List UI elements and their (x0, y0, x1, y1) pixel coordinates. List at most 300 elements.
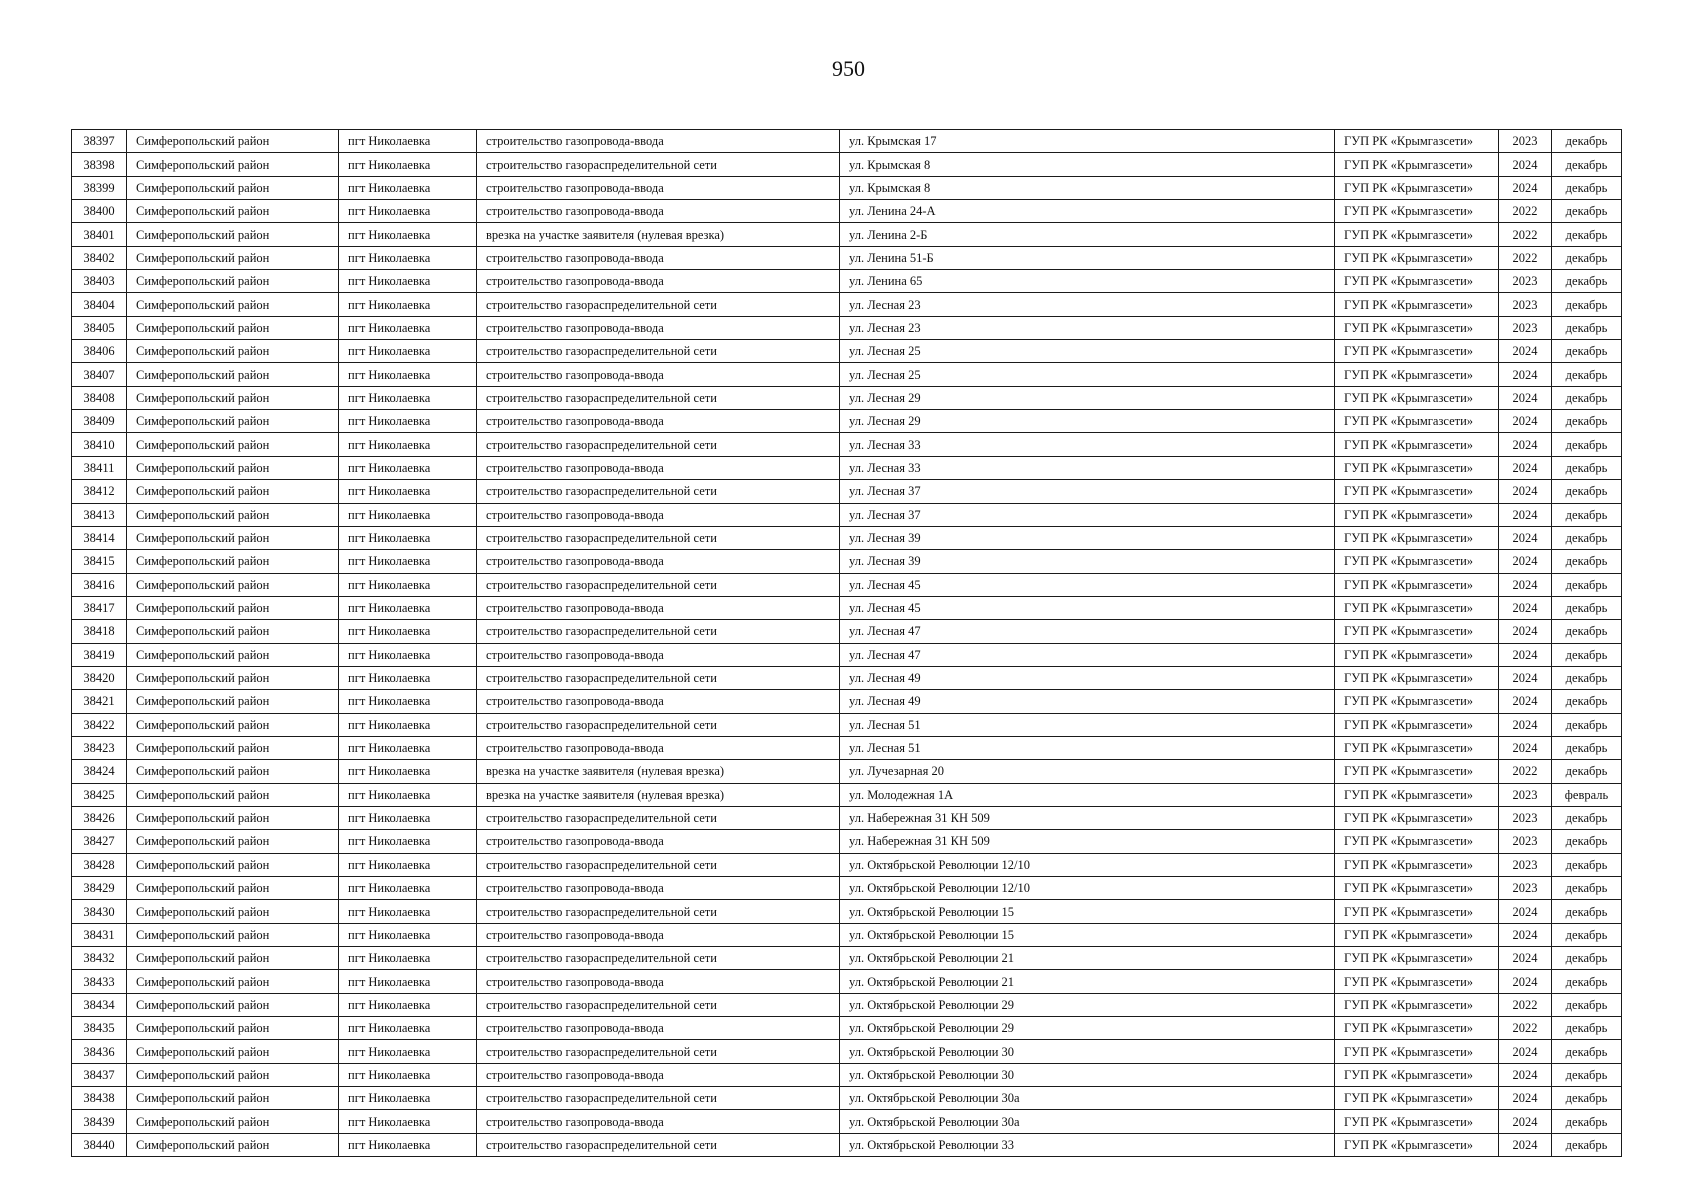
settlement-cell: пгт Николаевка (339, 410, 477, 433)
table-row (72, 947, 1622, 970)
month-cell: декабрь (1552, 293, 1622, 316)
address-cell: ул. Лесная 39 (840, 550, 1335, 573)
district-cell: Симферопольский район (127, 666, 339, 689)
settlement-cell: пгт Николаевка (339, 596, 477, 619)
address-cell: ул. Лесная 47 (840, 620, 1335, 643)
work-type-cell: строительство газораспределительной сети (477, 1133, 840, 1156)
month-cell: декабрь (1552, 223, 1622, 246)
district-cell: Симферопольский район (127, 1133, 339, 1156)
table-row (72, 1040, 1622, 1063)
settlement-cell: пгт Николаевка (339, 923, 477, 946)
organization-cell: ГУП РК «Крымгазсети» (1335, 690, 1499, 713)
district-cell: Симферопольский район (127, 153, 339, 176)
settlement-cell: пгт Николаевка (339, 806, 477, 829)
month-cell: декабрь (1552, 877, 1622, 900)
address-cell: ул. Крымская 8 (840, 153, 1335, 176)
month-cell: декабрь (1552, 970, 1622, 993)
work-type-cell: строительство газораспределительной сети (477, 900, 840, 923)
row-number-cell: 38407 (72, 363, 127, 386)
table-row (72, 153, 1622, 176)
organization-cell: ГУП РК «Крымгазсети» (1335, 433, 1499, 456)
work-type-cell: строительство газораспределительной сети (477, 573, 840, 596)
address-cell: ул. Октябрьской Революции 29 (840, 993, 1335, 1016)
settlement-cell: пгт Николаевка (339, 970, 477, 993)
year-cell: 2024 (1499, 713, 1552, 736)
month-cell: декабрь (1552, 713, 1622, 736)
year-cell: 2023 (1499, 830, 1552, 853)
row-number-cell: 38397 (72, 130, 127, 153)
organization-cell: ГУП РК «Крымгазсети» (1335, 573, 1499, 596)
year-cell: 2022 (1499, 1017, 1552, 1040)
settlement-cell: пгт Николаевка (339, 1110, 477, 1133)
work-type-cell: строительство газопровода-ввода (477, 643, 840, 666)
table-row (72, 1133, 1622, 1156)
district-cell: Симферопольский район (127, 690, 339, 713)
address-cell: ул. Крымская 17 (840, 130, 1335, 153)
address-cell: ул. Октябрьской Революции 30 (840, 1063, 1335, 1086)
organization-cell: ГУП РК «Крымгазсети» (1335, 877, 1499, 900)
year-cell: 2024 (1499, 363, 1552, 386)
settlement-cell: пгт Николаевка (339, 666, 477, 689)
year-cell: 2024 (1499, 433, 1552, 456)
month-cell: декабрь (1552, 760, 1622, 783)
work-type-cell: строительство газораспределительной сети (477, 993, 840, 1016)
settlement-cell: пгт Николаевка (339, 760, 477, 783)
table-row (72, 923, 1622, 946)
settlement-cell: пгт Николаевка (339, 620, 477, 643)
settlement-cell: пгт Николаевка (339, 363, 477, 386)
row-number-cell: 38420 (72, 666, 127, 689)
table-row (72, 573, 1622, 596)
year-cell: 2024 (1499, 550, 1552, 573)
month-cell: декабрь (1552, 736, 1622, 759)
work-type-cell: строительство газораспределительной сети (477, 806, 840, 829)
settlement-cell: пгт Николаевка (339, 456, 477, 479)
table-row (72, 900, 1622, 923)
year-cell: 2023 (1499, 877, 1552, 900)
organization-cell: ГУП РК «Крымгазсети» (1335, 503, 1499, 526)
district-cell: Симферопольский район (127, 853, 339, 876)
year-cell: 2024 (1499, 736, 1552, 759)
district-cell: Симферопольский район (127, 480, 339, 503)
address-cell: ул. Лесная 37 (840, 503, 1335, 526)
table-row (72, 596, 1622, 619)
organization-cell: ГУП РК «Крымгазсети» (1335, 993, 1499, 1016)
year-cell: 2024 (1499, 503, 1552, 526)
district-cell: Симферопольский район (127, 526, 339, 549)
table-row (72, 1087, 1622, 1110)
year-cell: 2024 (1499, 596, 1552, 619)
year-cell: 2023 (1499, 130, 1552, 153)
organization-cell: ГУП РК «Крымгазсети» (1335, 970, 1499, 993)
work-type-cell: строительство газопровода-ввода (477, 410, 840, 433)
row-number-cell: 38403 (72, 270, 127, 293)
organization-cell: ГУП РК «Крымгазсети» (1335, 713, 1499, 736)
year-cell: 2023 (1499, 806, 1552, 829)
address-cell: ул. Октябрьской Революции 12/10 (840, 877, 1335, 900)
work-type-cell: строительство газораспределительной сети (477, 153, 840, 176)
table-row (72, 456, 1622, 479)
month-cell: декабрь (1552, 526, 1622, 549)
settlement-cell: пгт Николаевка (339, 690, 477, 713)
year-cell: 2024 (1499, 690, 1552, 713)
address-cell: ул. Октябрьской Революции 29 (840, 1017, 1335, 1040)
district-cell: Симферопольский район (127, 363, 339, 386)
month-cell: декабрь (1552, 620, 1622, 643)
district-cell: Симферопольский район (127, 736, 339, 759)
address-cell: ул. Ленина 51-Б (840, 246, 1335, 269)
year-cell: 2024 (1499, 573, 1552, 596)
settlement-cell: пгт Николаевка (339, 853, 477, 876)
district-cell: Симферопольский район (127, 713, 339, 736)
row-number-cell: 38416 (72, 573, 127, 596)
district-cell: Симферопольский район (127, 923, 339, 946)
row-number-cell: 38434 (72, 993, 127, 1016)
month-cell: декабрь (1552, 1133, 1622, 1156)
month-cell: декабрь (1552, 433, 1622, 456)
month-cell: декабрь (1552, 900, 1622, 923)
address-cell: ул. Лесная 45 (840, 573, 1335, 596)
year-cell: 2023 (1499, 316, 1552, 339)
row-number-cell: 38409 (72, 410, 127, 433)
table-row (72, 503, 1622, 526)
work-type-cell: строительство газопровода-ввода (477, 877, 840, 900)
year-cell: 2024 (1499, 386, 1552, 409)
row-number-cell: 38413 (72, 503, 127, 526)
work-type-cell: строительство газопровода-ввода (477, 130, 840, 153)
organization-cell: ГУП РК «Крымгазсети» (1335, 130, 1499, 153)
month-cell: декабрь (1552, 363, 1622, 386)
year-cell: 2024 (1499, 620, 1552, 643)
settlement-cell: пгт Николаевка (339, 480, 477, 503)
table-row (72, 433, 1622, 456)
settlement-cell: пгт Николаевка (339, 643, 477, 666)
organization-cell: ГУП РК «Крымгазсети» (1335, 410, 1499, 433)
row-number-cell: 38415 (72, 550, 127, 573)
row-number-cell: 38438 (72, 1087, 127, 1110)
organization-cell: ГУП РК «Крымгазсети» (1335, 1063, 1499, 1086)
table-row (72, 970, 1622, 993)
district-cell: Симферопольский район (127, 503, 339, 526)
table-row (72, 736, 1622, 759)
work-type-cell: строительство газораспределительной сети (477, 340, 840, 363)
organization-cell: ГУП РК «Крымгазсети» (1335, 316, 1499, 339)
settlement-cell: пгт Николаевка (339, 386, 477, 409)
month-cell: декабрь (1552, 1063, 1622, 1086)
settlement-cell: пгт Николаевка (339, 993, 477, 1016)
table-row (72, 223, 1622, 246)
row-number-cell: 38402 (72, 246, 127, 269)
address-cell: ул. Лесная 29 (840, 410, 1335, 433)
table-row (72, 480, 1622, 503)
month-cell: декабрь (1552, 270, 1622, 293)
table-row (72, 830, 1622, 853)
year-cell: 2022 (1499, 223, 1552, 246)
table-row (72, 666, 1622, 689)
table-row (72, 643, 1622, 666)
address-cell: ул. Лесная 23 (840, 316, 1335, 339)
district-cell: Симферопольский район (127, 340, 339, 363)
year-cell: 2024 (1499, 643, 1552, 666)
work-type-cell: строительство газопровода-ввода (477, 923, 840, 946)
month-cell: декабрь (1552, 1110, 1622, 1133)
settlement-cell: пгт Николаевка (339, 153, 477, 176)
month-cell: декабрь (1552, 456, 1622, 479)
month-cell: декабрь (1552, 993, 1622, 1016)
address-cell: ул. Октябрьской Революции 33 (840, 1133, 1335, 1156)
month-cell: декабрь (1552, 1087, 1622, 1110)
row-number-cell: 38427 (72, 830, 127, 853)
address-cell: ул. Ленина 65 (840, 270, 1335, 293)
settlement-cell: пгт Николаевка (339, 550, 477, 573)
table-row (72, 176, 1622, 199)
table-row (72, 386, 1622, 409)
district-cell: Симферопольский район (127, 550, 339, 573)
work-type-cell: врезка на участке заявителя (нулевая врезка) (477, 783, 840, 806)
row-number-cell: 38439 (72, 1110, 127, 1133)
month-cell: декабрь (1552, 153, 1622, 176)
address-cell: ул. Лесная 23 (840, 293, 1335, 316)
year-cell: 2024 (1499, 923, 1552, 946)
work-type-cell: строительство газораспределительной сети (477, 526, 840, 549)
work-type-cell: строительство газораспределительной сети (477, 1040, 840, 1063)
row-number-cell: 38411 (72, 456, 127, 479)
work-type-cell: строительство газопровода-ввода (477, 503, 840, 526)
row-number-cell: 38404 (72, 293, 127, 316)
district-cell: Симферопольский район (127, 223, 339, 246)
organization-cell: ГУП РК «Крымгазсети» (1335, 270, 1499, 293)
work-type-cell: строительство газораспределительной сети (477, 293, 840, 316)
row-number-cell: 38412 (72, 480, 127, 503)
table-row (72, 410, 1622, 433)
address-cell: ул. Набережная 31 КН 509 (840, 806, 1335, 829)
address-cell: ул. Лесная 33 (840, 433, 1335, 456)
year-cell: 2022 (1499, 200, 1552, 223)
row-number-cell: 38430 (72, 900, 127, 923)
year-cell: 2024 (1499, 1133, 1552, 1156)
table-row (72, 363, 1622, 386)
month-cell: декабрь (1552, 806, 1622, 829)
table-row (72, 620, 1622, 643)
row-number-cell: 38440 (72, 1133, 127, 1156)
work-type-cell: строительство газораспределительной сети (477, 620, 840, 643)
month-cell: декабрь (1552, 853, 1622, 876)
organization-cell: ГУП РК «Крымгазсети» (1335, 340, 1499, 363)
table-row (72, 270, 1622, 293)
address-cell: ул. Лесная 37 (840, 480, 1335, 503)
address-cell: ул. Октябрьской Революции 30а (840, 1087, 1335, 1110)
month-cell: декабрь (1552, 573, 1622, 596)
organization-cell: ГУП РК «Крымгазсети» (1335, 947, 1499, 970)
work-type-cell: строительство газопровода-ввода (477, 970, 840, 993)
year-cell: 2024 (1499, 526, 1552, 549)
work-type-cell: строительство газораспределительной сети (477, 433, 840, 456)
district-cell: Симферопольский район (127, 410, 339, 433)
work-type-cell: строительство газораспределительной сети (477, 947, 840, 970)
year-cell: 2024 (1499, 970, 1552, 993)
work-type-cell: строительство газопровода-ввода (477, 200, 840, 223)
settlement-cell: пгт Николаевка (339, 340, 477, 363)
month-cell: декабрь (1552, 200, 1622, 223)
year-cell: 2024 (1499, 410, 1552, 433)
month-cell: декабрь (1552, 176, 1622, 199)
table-row (72, 806, 1622, 829)
settlement-cell: пгт Николаевка (339, 713, 477, 736)
address-cell: ул. Лесная 49 (840, 690, 1335, 713)
year-cell: 2024 (1499, 176, 1552, 199)
work-type-cell: строительство газопровода-ввода (477, 363, 840, 386)
table-row (72, 1063, 1622, 1086)
year-cell: 2024 (1499, 900, 1552, 923)
settlement-cell: пгт Николаевка (339, 830, 477, 853)
address-cell: ул. Ленина 24-А (840, 200, 1335, 223)
organization-cell: ГУП РК «Крымгазсети» (1335, 200, 1499, 223)
settlement-cell: пгт Николаевка (339, 130, 477, 153)
organization-cell: ГУП РК «Крымгазсети» (1335, 293, 1499, 316)
organization-cell: ГУП РК «Крымгазсети» (1335, 223, 1499, 246)
month-cell: декабрь (1552, 480, 1622, 503)
month-cell: февраль (1552, 783, 1622, 806)
district-cell: Симферопольский район (127, 456, 339, 479)
address-cell: ул. Октябрьской Революции 30а (840, 1110, 1335, 1133)
row-number-cell: 38435 (72, 1017, 127, 1040)
work-type-cell: строительство газораспределительной сети (477, 1087, 840, 1110)
row-number-cell: 38410 (72, 433, 127, 456)
year-cell: 2022 (1499, 993, 1552, 1016)
row-number-cell: 38417 (72, 596, 127, 619)
work-type-cell: строительство газораспределительной сети (477, 386, 840, 409)
page-number: 950 (832, 56, 865, 81)
row-number-cell: 38414 (72, 526, 127, 549)
district-cell: Симферопольский район (127, 386, 339, 409)
year-cell: 2024 (1499, 1087, 1552, 1110)
organization-cell: ГУП РК «Крымгазсети» (1335, 550, 1499, 573)
row-number-cell: 38418 (72, 620, 127, 643)
month-cell: декабрь (1552, 643, 1622, 666)
year-cell: 2023 (1499, 270, 1552, 293)
address-cell: ул. Октябрьской Революции 30 (840, 1040, 1335, 1063)
organization-cell: ГУП РК «Крымгазсети» (1335, 526, 1499, 549)
organization-cell: ГУП РК «Крымгазсети» (1335, 386, 1499, 409)
address-cell: ул. Лесная 51 (840, 736, 1335, 759)
address-cell: ул. Лесная 51 (840, 713, 1335, 736)
month-cell: декабрь (1552, 1040, 1622, 1063)
district-cell: Симферопольский район (127, 200, 339, 223)
year-cell: 2024 (1499, 340, 1552, 363)
table-row (72, 340, 1622, 363)
table-row (72, 760, 1622, 783)
row-number-cell: 38406 (72, 340, 127, 363)
district-cell: Симферопольский район (127, 1017, 339, 1040)
year-cell: 2024 (1499, 153, 1552, 176)
month-cell: декабрь (1552, 947, 1622, 970)
district-cell: Симферопольский район (127, 293, 339, 316)
year-cell: 2024 (1499, 1063, 1552, 1086)
month-cell: декабрь (1552, 830, 1622, 853)
table-row (72, 993, 1622, 1016)
settlement-cell: пгт Николаевка (339, 270, 477, 293)
table-row (72, 713, 1622, 736)
month-cell: декабрь (1552, 596, 1622, 619)
organization-cell: ГУП РК «Крымгазсети» (1335, 853, 1499, 876)
month-cell: декабрь (1552, 130, 1622, 153)
organization-cell: ГУП РК «Крымгазсети» (1335, 1133, 1499, 1156)
table-row (72, 293, 1622, 316)
settlement-cell: пгт Николаевка (339, 293, 477, 316)
work-type-cell: строительство газораспределительной сети (477, 480, 840, 503)
district-cell: Симферопольский район (127, 760, 339, 783)
month-cell: декабрь (1552, 386, 1622, 409)
year-cell: 2023 (1499, 853, 1552, 876)
district-cell: Симферопольский район (127, 573, 339, 596)
table-row (72, 853, 1622, 876)
district-cell: Симферопольский район (127, 620, 339, 643)
settlement-cell: пгт Николаевка (339, 1017, 477, 1040)
address-cell: ул. Лесная 45 (840, 596, 1335, 619)
organization-cell: ГУП РК «Крымгазсети» (1335, 480, 1499, 503)
district-cell: Симферопольский район (127, 830, 339, 853)
row-number-cell: 38405 (72, 316, 127, 339)
organization-cell: ГУП РК «Крымгазсети» (1335, 736, 1499, 759)
year-cell: 2024 (1499, 480, 1552, 503)
row-number-cell: 38425 (72, 783, 127, 806)
table-row (72, 526, 1622, 549)
row-number-cell: 38432 (72, 947, 127, 970)
district-cell: Симферопольский район (127, 130, 339, 153)
organization-cell: ГУП РК «Крымгазсети» (1335, 620, 1499, 643)
row-number-cell: 38399 (72, 176, 127, 199)
work-type-cell: строительство газораспределительной сети (477, 853, 840, 876)
organization-cell: ГУП РК «Крымгазсети» (1335, 153, 1499, 176)
district-cell: Симферопольский район (127, 1110, 339, 1133)
settlement-cell: пгт Николаевка (339, 433, 477, 456)
table-row (72, 783, 1622, 806)
row-number-cell: 38431 (72, 923, 127, 946)
work-type-cell: строительство газопровода-ввода (477, 1063, 840, 1086)
table-row (72, 690, 1622, 713)
organization-cell: ГУП РК «Крымгазсети» (1335, 1110, 1499, 1133)
row-number-cell: 38400 (72, 200, 127, 223)
year-cell: 2024 (1499, 456, 1552, 479)
settlement-cell: пгт Николаевка (339, 783, 477, 806)
settlement-cell: пгт Николаевка (339, 1133, 477, 1156)
district-cell: Симферопольский район (127, 270, 339, 293)
address-cell: ул. Лесная 29 (840, 386, 1335, 409)
month-cell: декабрь (1552, 503, 1622, 526)
district-cell: Симферопольский район (127, 877, 339, 900)
organization-cell: ГУП РК «Крымгазсети» (1335, 176, 1499, 199)
work-type-cell: строительство газопровода-ввода (477, 270, 840, 293)
month-cell: декабрь (1552, 1017, 1622, 1040)
year-cell: 2024 (1499, 1110, 1552, 1133)
district-cell: Симферопольский район (127, 1087, 339, 1110)
address-cell: ул. Лесная 47 (840, 643, 1335, 666)
work-type-cell: строительство газопровода-ввода (477, 1017, 840, 1040)
organization-cell: ГУП РК «Крымгазсети» (1335, 923, 1499, 946)
address-cell: ул. Октябрьской Революции 15 (840, 900, 1335, 923)
row-number-cell: 38421 (72, 690, 127, 713)
work-type-cell: строительство газопровода-ввода (477, 316, 840, 339)
district-cell: Симферопольский район (127, 806, 339, 829)
work-type-cell: врезка на участке заявителя (нулевая врезка) (477, 760, 840, 783)
organization-cell: ГУП РК «Крымгазсети» (1335, 783, 1499, 806)
gasification-registry-table (71, 129, 1622, 1157)
address-cell: ул. Лесная 25 (840, 363, 1335, 386)
row-number-cell: 38398 (72, 153, 127, 176)
year-cell: 2023 (1499, 293, 1552, 316)
row-number-cell: 38428 (72, 853, 127, 876)
address-cell: ул. Октябрьской Революции 21 (840, 947, 1335, 970)
